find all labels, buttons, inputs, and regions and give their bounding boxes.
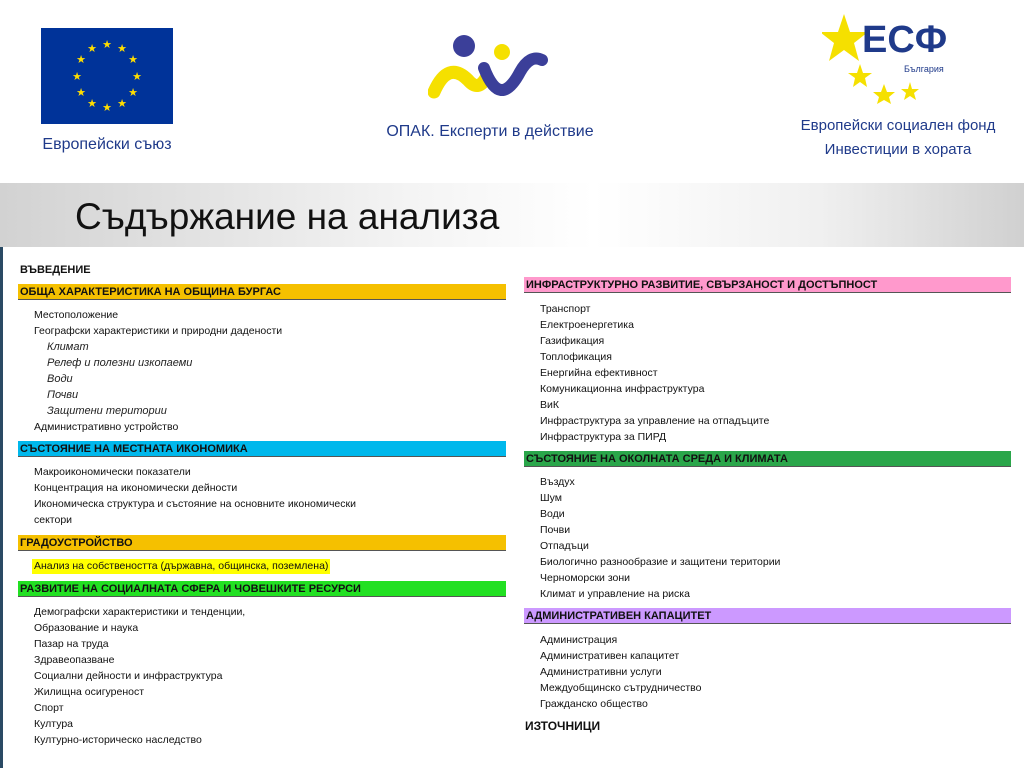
- list-item: Географски характеристики и природни дадености: [34, 325, 283, 337]
- opak-logo-icon: [428, 32, 552, 118]
- list-item: Инфраструктура за ПИРД: [540, 431, 667, 443]
- esf-label-line2: Инвестиции в хората: [824, 141, 972, 158]
- sources-heading: ИЗТОЧНИЦИ: [525, 719, 601, 733]
- svg-text:★: ★: [128, 53, 138, 66]
- esf-country: България: [904, 64, 944, 74]
- list-item: Жилищна осигуреност: [34, 686, 145, 698]
- list-item: Отпадъци: [540, 540, 589, 552]
- esf-label-line1: Европейски социален фонд: [800, 117, 996, 134]
- list-item: Административни услуги: [540, 666, 662, 678]
- section-heading-economy: СЪСТОЯНИЕ НА МЕСТНАТА ИКОНОМИКА: [18, 441, 506, 457]
- list-item: Образование и наука: [34, 622, 139, 634]
- list-item: Черноморски зони: [540, 572, 631, 584]
- list-item: ВиК: [540, 399, 559, 411]
- list-item: Здравеопазване: [34, 654, 115, 666]
- section-heading-urban: ГРАДОУСТРОЙСТВО: [18, 535, 506, 551]
- list-item: Макроикономически показатели: [34, 466, 191, 478]
- list-item: Демографски характеристики и тенденции,: [34, 606, 246, 618]
- list-item: Климат и управление на риска: [540, 588, 690, 600]
- svg-text:★: ★: [76, 86, 86, 99]
- svg-text:★: ★: [128, 86, 138, 99]
- list-item: Спорт: [34, 702, 64, 714]
- list-item: Междуобщинско сътрудничество: [540, 682, 702, 694]
- sub-list-item: Води: [47, 373, 73, 385]
- intro-heading: ВЪВЕДЕНИЕ: [20, 264, 91, 276]
- list-item: Местоположение: [34, 309, 119, 321]
- list-item: Култура: [34, 718, 74, 730]
- section-heading-infrastructure: ИНФРАСТРУКТУРНО РАЗВИТИЕ, СВЪРЗАНОСТ И ДОСТЪПНОСТ: [524, 277, 1011, 293]
- list-item: Въздух: [540, 476, 575, 488]
- list-item: Биологично разнообразие и защитени територии: [540, 556, 781, 568]
- svg-text:★: ★: [117, 97, 127, 110]
- eu-label: Европейски съюз: [42, 136, 172, 153]
- svg-text:★: ★: [117, 42, 127, 55]
- list-item: сектори: [34, 514, 73, 526]
- section-heading-general: ОБЩА ХАРАКТЕРИСТИКА НА ОБЩИНА БУРГАС: [18, 284, 506, 300]
- svg-text:★: ★: [87, 97, 97, 110]
- list-item: Пазар на труда: [34, 638, 109, 650]
- list-item: Концентрация на икономически дейности: [34, 482, 238, 494]
- svg-text:★: ★: [87, 42, 97, 55]
- sub-list-item: Защитени територии: [47, 405, 167, 417]
- esf-logo-icon: [822, 12, 964, 104]
- svg-text:★: ★: [102, 38, 112, 51]
- list-item: Икономическа структура и състояние на основните икономически: [34, 498, 356, 510]
- list-item: Администрация: [540, 634, 618, 646]
- list-item: Гражданско общество: [540, 698, 648, 710]
- list-item: Електроенергетика: [540, 319, 634, 331]
- sub-list-item: Релеф и полезни изкопаеми: [47, 357, 193, 369]
- svg-text:★: ★: [76, 53, 86, 66]
- slide-title: Съдържание на анализа: [75, 196, 500, 237]
- list-item: Газификация: [540, 335, 605, 347]
- svg-text:★: ★: [102, 101, 112, 114]
- list-item: Транспорт: [540, 303, 591, 315]
- esf-abbr: ЕСФ: [862, 19, 948, 61]
- sub-list-item: Климат: [47, 341, 89, 353]
- list-item: Административен капацитет: [540, 650, 680, 662]
- list-item: Води: [540, 508, 565, 520]
- section-heading-environment: СЪСТОЯНИЕ НА ОКОЛНАТА СРЕДА И КЛИМАТА: [524, 451, 1011, 467]
- section-heading-social: РАЗВИТИЕ НА СОЦИАЛНАТА СФЕРА И ЧОВЕШКИТЕ РЕСУРСИ: [18, 581, 506, 597]
- svg-text:★: ★: [132, 70, 142, 83]
- highlighted-list-item: Анализ на собствеността (държавна, общинска, поземлена): [34, 560, 329, 572]
- section-heading-admin: АДМИНИСТРАТИВЕН КАПАЦИТЕТ: [524, 608, 1011, 624]
- eu-flag-icon: [41, 28, 173, 124]
- opak-label: ОПАК. Експерти в действие: [386, 123, 594, 140]
- list-item: Шум: [540, 492, 562, 504]
- left-edge-accent: [0, 247, 3, 768]
- list-item: Енергийна ефективност: [540, 367, 658, 379]
- list-item: Топлофикация: [540, 351, 612, 363]
- list-item: Инфраструктура за управление на отпадъците: [540, 415, 770, 427]
- list-item: Социални дейности и инфраструктура: [34, 670, 223, 682]
- list-item: Комуникационна инфраструктура: [540, 383, 705, 395]
- list-item: Почви: [540, 524, 571, 536]
- list-item: Културно-историческо наследство: [34, 734, 202, 746]
- list-item: Административно устройство: [34, 421, 179, 433]
- sub-list-item: Почви: [47, 389, 79, 401]
- svg-text:★: ★: [72, 70, 82, 83]
